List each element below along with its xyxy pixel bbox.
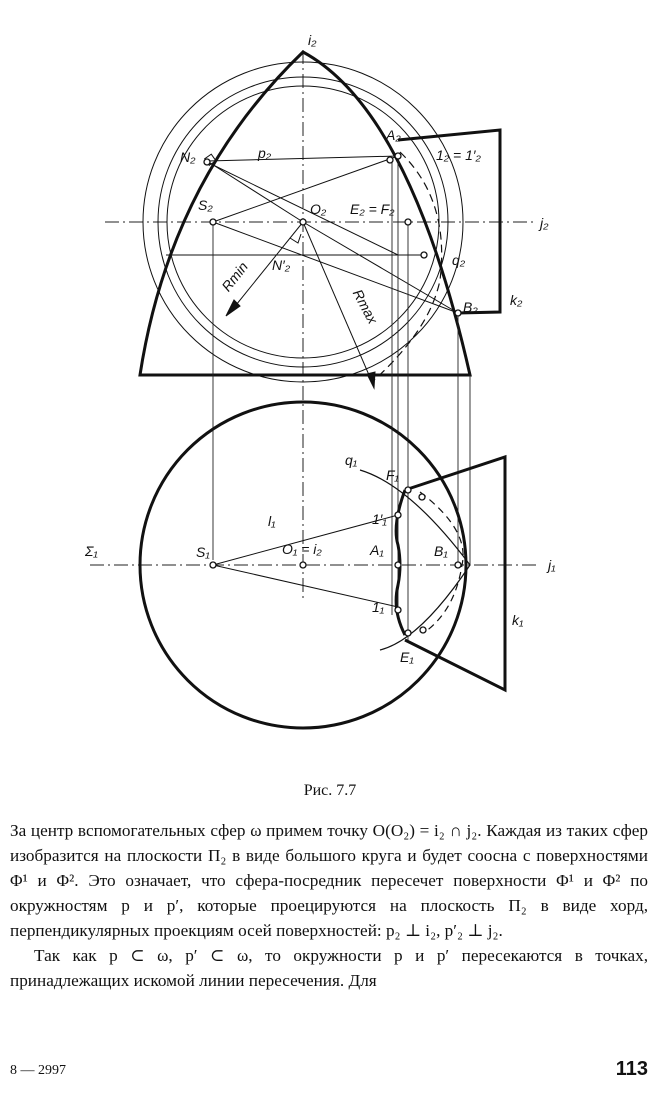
label-1-1p: 1′₁ [372,511,387,527]
label-j1: j₁ [548,557,556,573]
label-l1: l₁ [268,513,276,529]
curve-q1 [360,470,470,650]
label-N2p: N′₂ [272,257,291,273]
figure-caption: Рис. 7.7 [303,782,357,799]
label-F1: F₁ [386,467,399,483]
label-Sigma1: Σ₁ [85,543,98,559]
label-q1: q₁ [345,452,358,468]
label-N2: N₂ [180,149,196,165]
label-B1: B₁ [434,543,448,559]
paragraph-1: За центр вспомогательных сфер ω примем точку O(O₂) = i₂ ∩ j₂. Каждая из таких сфер изобразится на плоскости Π₂ в виде большого круга и будет соосна с поверхностями Φ¹ и Φ². Это означает, что сфера-посредник пересечет поверхности Φ¹ и Φ² по окружностям p и p′, которые проецируются на плоскость Π₂ в виде хорд, перпендикулярных проекциям осей поверхностей: p₂ ⊥ i₂, p′₂ ⊥ j₂. [10,821,648,940]
label-k2: k₂ [510,292,523,308]
label-E2F2: E₂ = F₂ [350,201,395,217]
signature-code: 8 — 2997 [10,1063,66,1078]
page-number: 113 [615,1058,648,1080]
label-q2: q₂ [452,252,466,268]
label-1-2: 1₂ = 1′₂ [436,147,481,163]
label-A2: A₂ [386,127,401,143]
label-E1: E₁ [400,649,414,665]
label-B2: B₂ [463,299,478,315]
label-O1: O₁ = i₂ [282,541,322,557]
prism-phi2-top [405,457,505,690]
label-Rmax: Rmax [349,286,382,327]
body-text [10,818,648,993]
label-k1: k₁ [512,612,524,628]
cone-phi1-front [140,52,470,375]
label-S2: S₂ [198,197,213,213]
label-Rmin: Rmin [218,258,252,295]
label-O2: O₂ [310,201,327,217]
label-p2: p₂ [258,145,272,161]
label-i2: i₂ [308,32,317,48]
label-1-1: 1₁ [372,599,385,615]
label-j2: j₂ [540,215,549,231]
paragraph-2: Так как p ⊂ ω, p′ ⊂ ω, то окружности p и p′ пересекаются в точках, принадлежащих искомой линии пересечения. Для [10,946,648,990]
label-S1: S₁ [196,544,210,560]
label-A1: A₁ [370,542,384,558]
